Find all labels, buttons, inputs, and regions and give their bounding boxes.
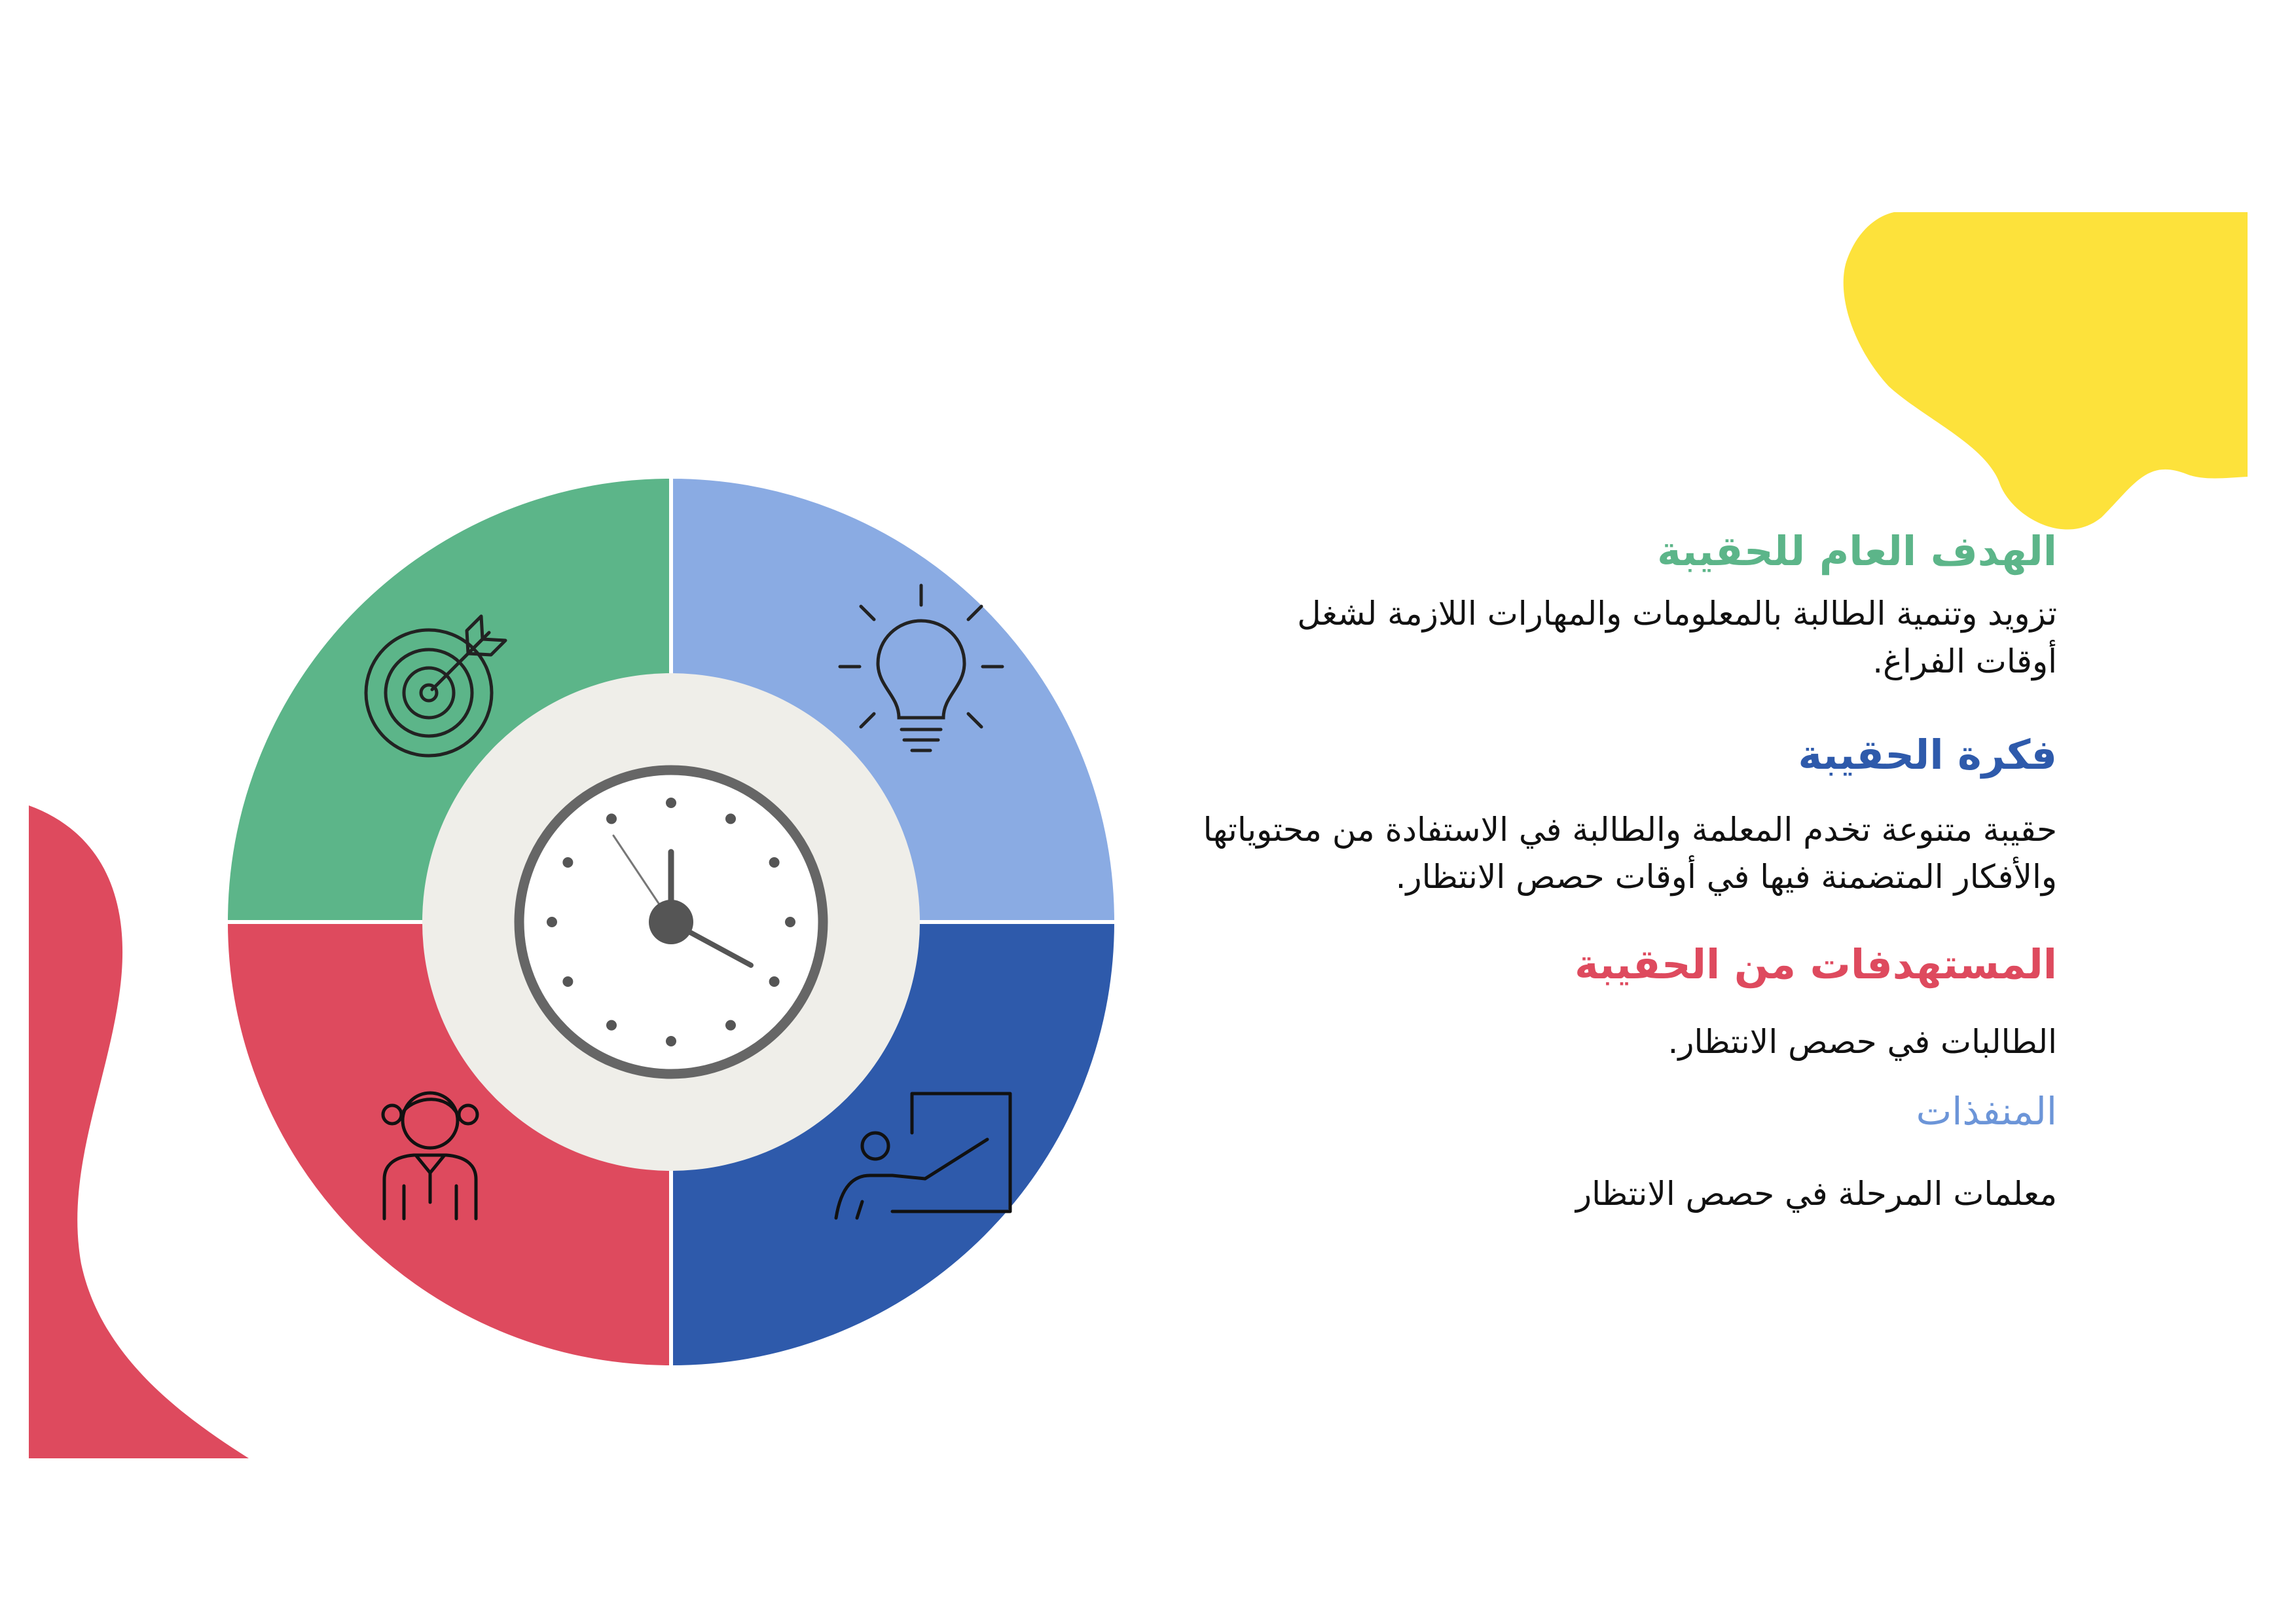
goal-title: الهدف العام للحقيبة bbox=[1657, 527, 2057, 575]
clock-hour-marker bbox=[666, 798, 676, 808]
clock-icon bbox=[519, 770, 823, 1074]
content-column bbox=[1075, 517, 2057, 1218]
clock-hour-marker bbox=[785, 917, 795, 927]
implementers-title: المنفذات bbox=[1916, 1088, 2057, 1134]
yellow-blob-shape bbox=[1844, 212, 2248, 530]
yellow-blob-decoration bbox=[1820, 210, 2252, 537]
clock-hour-marker bbox=[769, 857, 780, 868]
clock-hour-marker bbox=[725, 1020, 736, 1031]
idea-title: فكرة الحقيبة bbox=[1798, 731, 2057, 779]
targets-body: الطالبات في حصص الانتظار. bbox=[1667, 1023, 2057, 1061]
clock-hour-marker bbox=[562, 976, 573, 987]
red-blob-decoration bbox=[29, 805, 258, 1460]
clock-hour-marker bbox=[562, 857, 573, 868]
implementers-body: معلمات المرحلة في حصص الانتظار bbox=[1575, 1175, 2057, 1213]
clock-hour-marker bbox=[606, 813, 617, 824]
quadrant-infographic bbox=[226, 477, 1116, 1367]
clock-hour-marker bbox=[769, 976, 780, 987]
clock-hour-marker bbox=[725, 813, 736, 824]
clock-hour-marker bbox=[666, 1036, 676, 1046]
clock-hour-marker bbox=[606, 1020, 617, 1031]
red-blob-shape bbox=[29, 805, 249, 1458]
targets-title: المستهدفات من الحقيبة bbox=[1575, 940, 2057, 988]
clock-hour-marker bbox=[547, 917, 557, 927]
idea-body: حقيبة متنوعة تخدم المعلمة والطالبة في الاستفادة من محتوياتها والأفكار المتضمنة فيها في أوقات حصص الانتظار. bbox=[1203, 810, 2057, 896]
goal-body: تزويد وتنمية الطالبة بالمعلومات والمهارات اللازمة لشغل أوقات الفراغ. bbox=[1297, 595, 2057, 680]
